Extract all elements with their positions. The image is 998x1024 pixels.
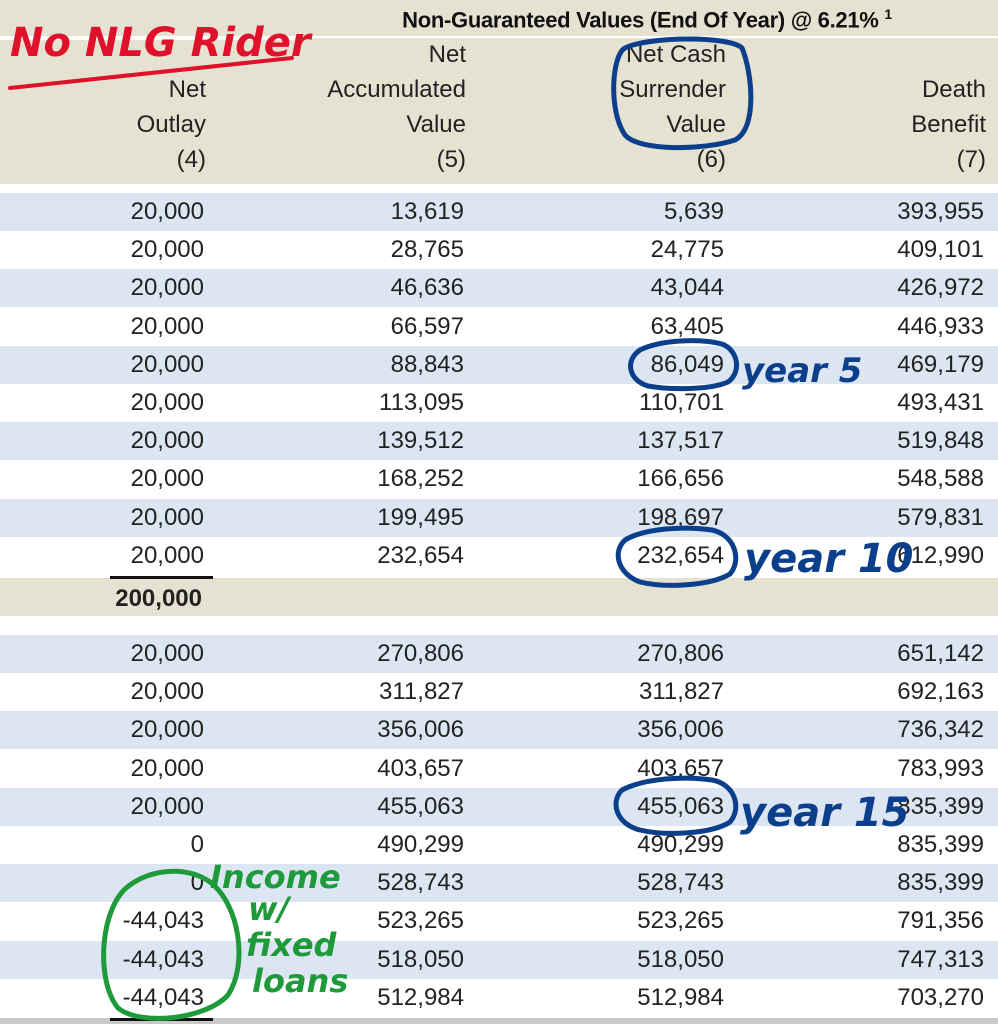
cell-net-cash-surrender-value: 63,405 xyxy=(650,312,724,340)
col-header-line: Accumulated xyxy=(327,76,466,103)
cell-net-cash-surrender-value: 232,654 xyxy=(637,541,724,569)
cell-death-benefit: 835,399 xyxy=(897,792,984,820)
annotation-income-line: fixed xyxy=(246,926,337,964)
annotation-no-nlg-rider: No NLG Rider xyxy=(10,20,311,66)
col-header-number: (4) xyxy=(176,146,206,173)
cell-net-outlay: 20,000 xyxy=(130,503,204,531)
cell-net-cash-surrender-value: 512,984 xyxy=(637,983,724,1011)
cell-net-outlay: 0 xyxy=(190,869,204,897)
cell-net-accumulated-value: 455,063 xyxy=(377,792,464,820)
cell-net-accumulated-value: 46,636 xyxy=(390,274,464,302)
cell-net-cash-surrender-value: 24,775 xyxy=(650,236,724,264)
annotation-year15: year 15 xyxy=(740,790,910,836)
cell-death-benefit: 493,431 xyxy=(897,389,984,416)
cell-net-cash-surrender-value: 490,299 xyxy=(637,831,724,858)
cell-net-outlay: 20,000 xyxy=(130,274,204,302)
annotation-income-line: Income xyxy=(210,858,341,896)
col-header-line: Outlay xyxy=(136,111,206,138)
col-header-line: Value xyxy=(666,111,726,138)
title-gap xyxy=(0,36,296,40)
cell-net-cash-surrender-value: 311,827 xyxy=(639,678,724,706)
annotation-year10: year 10 xyxy=(744,536,914,582)
cell-net-cash-surrender-value: 86,049 xyxy=(650,350,724,378)
cell-net-accumulated-value: 88,843 xyxy=(390,350,464,378)
cell-net-accumulated-value: 232,654 xyxy=(377,541,464,569)
cell-death-benefit: 579,831 xyxy=(897,503,984,531)
col-header-net-outlay xyxy=(26,72,206,177)
cell-death-benefit: 736,342 xyxy=(897,716,984,744)
cell-net-cash-surrender-value: 528,743 xyxy=(637,869,724,897)
cell-net-accumulated-value: 199,495 xyxy=(377,503,464,531)
title-footnote: 1 xyxy=(884,6,892,22)
cell-net-accumulated-value: 270,806 xyxy=(377,640,464,667)
annotation-year5: year 5 xyxy=(742,351,863,391)
cell-death-benefit: 446,933 xyxy=(897,312,984,340)
cell-net-outlay: 20,000 xyxy=(130,640,204,667)
cell-net-outlay: -44,043 xyxy=(122,945,204,973)
cell-net-cash-surrender-value: 523,265 xyxy=(637,907,724,935)
table-title-text: Non-Guaranteed Values (End Of Year) @ 6.21% xyxy=(402,7,879,33)
cell-death-benefit: 519,848 xyxy=(897,427,984,455)
cell-net-cash-surrender-value: 455,063 xyxy=(637,792,724,820)
col-header-line: Net Cash xyxy=(625,41,726,68)
annotation-income-line: loans xyxy=(252,962,349,1000)
cell-death-benefit: 703,270 xyxy=(897,983,984,1011)
col-header-number: (6) xyxy=(696,146,726,173)
col-header-line: Death xyxy=(921,76,986,103)
table-title xyxy=(296,6,998,33)
col-header-line: Benefit xyxy=(911,111,986,138)
cell-death-benefit: 612,990 xyxy=(897,541,984,569)
cell-net-accumulated-value: 139,512 xyxy=(377,427,464,455)
cell-net-outlay: -44,043 xyxy=(122,907,204,935)
cell-net-cash-surrender-value: 518,050 xyxy=(637,945,724,973)
cell-net-outlay: 20,000 xyxy=(130,465,204,493)
cell-net-outlay: 20,000 xyxy=(130,541,204,569)
cell-net-cash-surrender-value: 137,517 xyxy=(637,427,724,455)
cell-net-cash-surrender-value: 270,806 xyxy=(637,640,724,667)
cell-net-accumulated-value: 518,050 xyxy=(377,945,464,973)
col-header-line: Value xyxy=(406,111,466,138)
cell-net-accumulated-value: 66,597 xyxy=(390,312,464,340)
col-header-number: (7) xyxy=(956,146,986,173)
cell-death-benefit: 469,179 xyxy=(897,350,984,378)
cell-net-accumulated-value: 528,743 xyxy=(377,869,464,897)
header-separator xyxy=(0,184,998,190)
cell-net-accumulated-value: 523,265 xyxy=(377,907,464,935)
cell-net-accumulated-value: 113,095 xyxy=(379,389,464,416)
cell-net-accumulated-value: 356,006 xyxy=(377,716,464,744)
col-header-number: (5) xyxy=(436,146,466,173)
cell-net-outlay: 0 xyxy=(190,831,204,858)
cell-death-benefit: 426,972 xyxy=(897,274,984,302)
cell-death-benefit: 747,313 xyxy=(897,945,984,973)
col-header-net-accumulated-value xyxy=(286,37,466,177)
col-header-death-benefit xyxy=(806,72,986,177)
cell-net-cash-surrender-value: 110,701 xyxy=(639,389,724,416)
cell-net-accumulated-value: 28,765 xyxy=(390,236,464,264)
annotation-income-line: w/ xyxy=(248,890,290,928)
cell-net-cash-surrender-value: 198,697 xyxy=(637,503,724,531)
cell-net-accumulated-value: 512,984 xyxy=(377,983,464,1011)
cell-net-outlay: 20,000 xyxy=(130,198,204,225)
cell-net-outlay: 20,000 xyxy=(130,236,204,264)
cell-death-benefit: 835,399 xyxy=(897,831,984,858)
cell-death-benefit: 835,399 xyxy=(897,869,984,897)
cell-net-outlay: 20,000 xyxy=(130,389,204,416)
subtotal-net-outlay: 200,000 xyxy=(115,585,202,612)
cell-death-benefit: 548,588 xyxy=(897,465,984,493)
cell-death-benefit: 783,993 xyxy=(897,754,984,782)
cell-net-cash-surrender-value: 403,657 xyxy=(637,754,724,782)
cell-net-accumulated-value: 311,827 xyxy=(379,678,464,706)
cell-net-accumulated-value: 403,657 xyxy=(377,754,464,782)
cell-net-cash-surrender-value: 5,639 xyxy=(663,198,724,225)
cell-net-outlay: 20,000 xyxy=(130,754,204,782)
col-header-line: Net xyxy=(428,41,466,68)
cell-death-benefit: 791,356 xyxy=(897,907,984,935)
cell-net-accumulated-value: 13,619 xyxy=(390,198,464,225)
col-header-line: Surrender xyxy=(619,76,726,103)
subtotal-underline xyxy=(110,576,213,579)
cell-death-benefit: 651,142 xyxy=(897,640,984,667)
cell-net-outlay: 20,000 xyxy=(130,792,204,820)
cell-net-cash-surrender-value: 356,006 xyxy=(637,716,724,744)
cell-death-benefit: 409,101 xyxy=(897,236,984,264)
cell-net-outlay: 20,000 xyxy=(130,716,204,744)
cell-net-outlay: 20,000 xyxy=(130,427,204,455)
cell-death-benefit: 692,163 xyxy=(897,678,984,706)
cell-net-accumulated-value: 490,299 xyxy=(377,831,464,858)
cell-net-outlay: 20,000 xyxy=(130,312,204,340)
col-header-net-cash-surrender-value xyxy=(546,37,726,177)
cell-net-cash-surrender-value: 166,656 xyxy=(637,465,724,493)
cell-net-outlay: 20,000 xyxy=(130,350,204,378)
cell-net-accumulated-value: 168,252 xyxy=(377,465,464,493)
cell-net-outlay: -44,043 xyxy=(122,983,204,1011)
cell-net-outlay: 20,000 xyxy=(130,678,204,706)
cell-net-cash-surrender-value: 43,044 xyxy=(650,274,724,302)
col-header-line: Net xyxy=(168,76,206,103)
cell-death-benefit: 393,955 xyxy=(897,198,984,225)
final-underline xyxy=(110,1018,213,1021)
